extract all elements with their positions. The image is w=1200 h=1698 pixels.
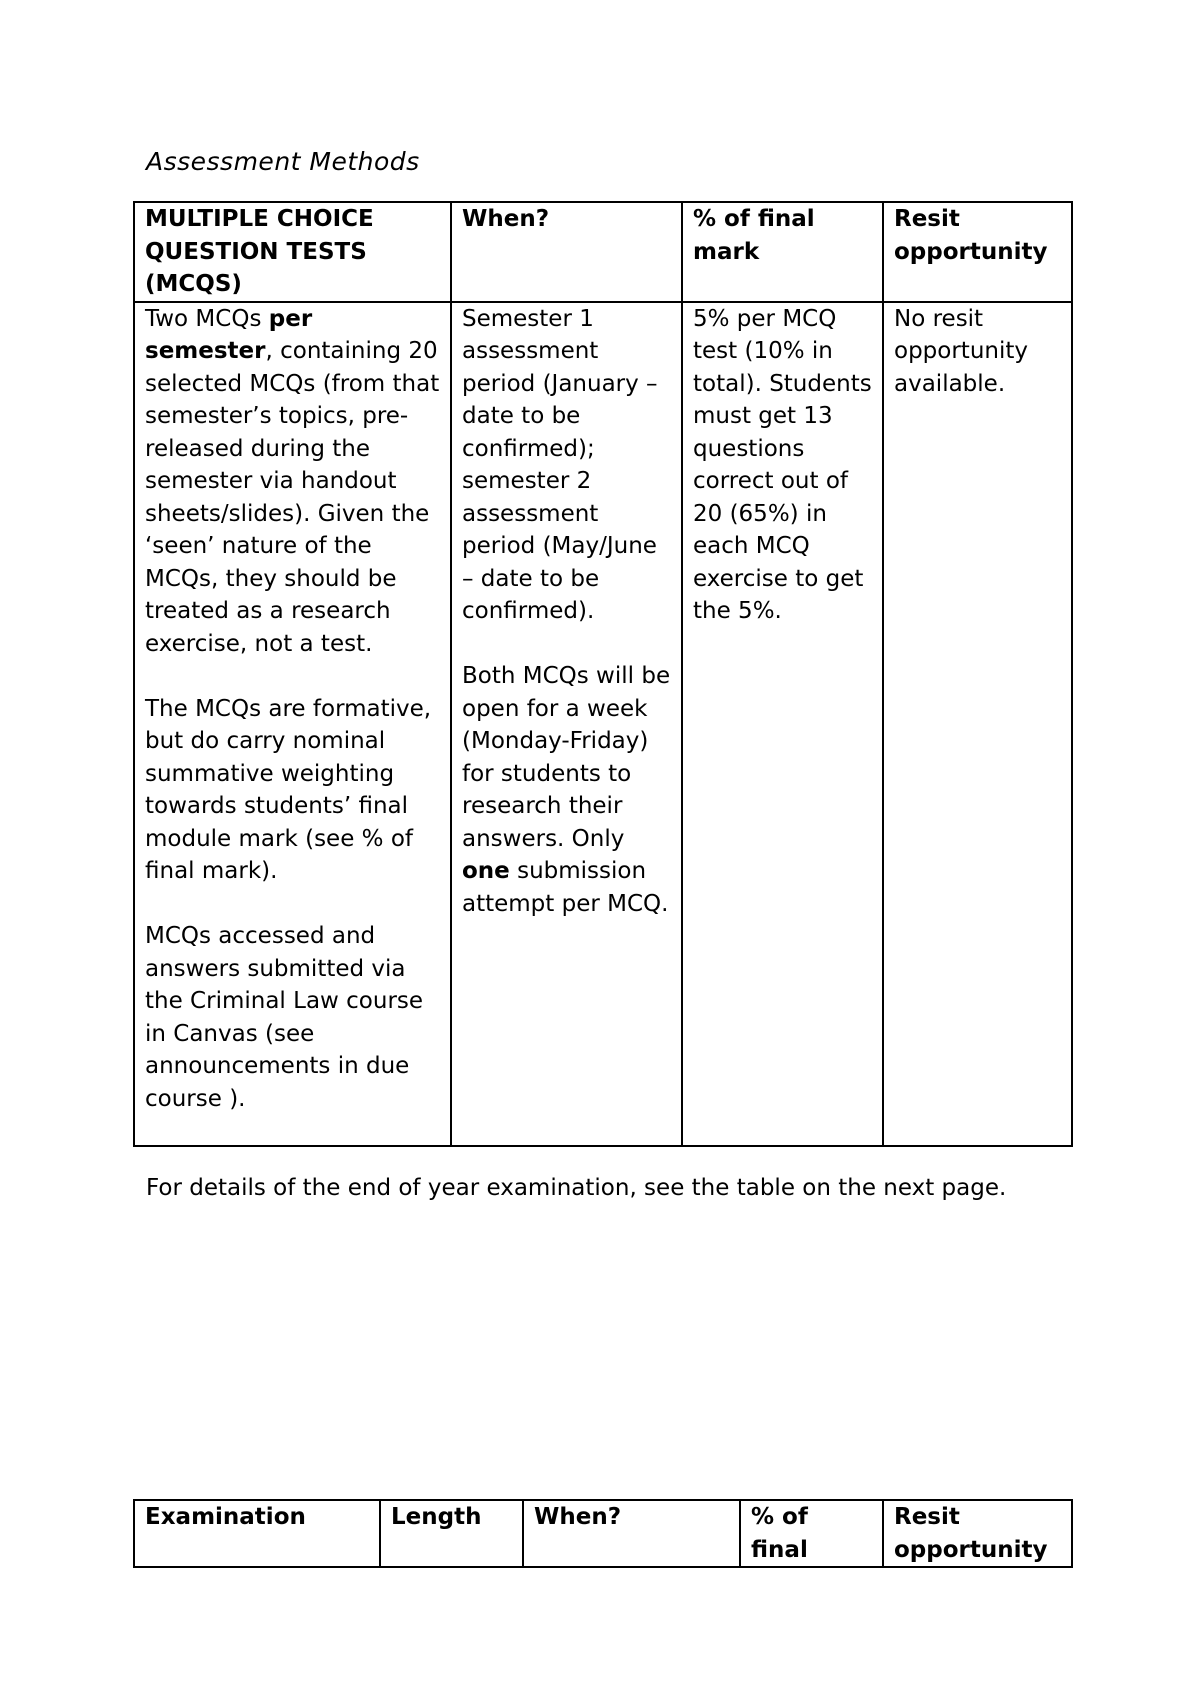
open-week-paragraph: [462, 660, 671, 920]
header-percent-final: % of final: [740, 1500, 883, 1567]
mcq-description-paragraph: [145, 303, 440, 661]
assessment-period-paragraph: Semester 1 assessment period (January – date to be confirmed); semester 2 assessment period (May/June – date to be confirmed).: [462, 305, 658, 624]
cell-mcq-description: [134, 302, 451, 1146]
mcq-assessment-table: [133, 201, 1073, 1147]
header-when: When?: [523, 1500, 740, 1567]
header-mcq-tests: MULTIPLE CHOICE QUESTION TESTS (MCQS): [134, 202, 451, 302]
header-length: Length: [380, 1500, 523, 1567]
cell-percent-final-mark: 5% per MCQ test (10% in total). Students must get 13 questions correct out of 20 (65%) in each MCQ exercise to get the 5%.: [682, 302, 883, 1146]
formative-paragraph: The MCQs are formative, but do carry nominal summative weighting towards students’ final module mark (see % of final mark).: [145, 695, 432, 884]
canvas-access-paragraph: MCQs accessed and answers submitted via the Criminal Law course in Canvas (see announcements in due course ).: [145, 923, 424, 1112]
examination-table: [133, 1499, 1073, 1568]
emphasis-per-semester: per semester: [145, 305, 313, 364]
cell-when: [451, 302, 682, 1146]
text-run: Two MCQs: [145, 305, 269, 332]
text-run: submission attempt per MCQ.: [462, 858, 669, 917]
text-run: , containing 20 selected MCQs (from that semester’s topics, pre-released during the semester via handout sheets/slides). Given the ‘seen’ nature of the MCQs, they should be treated as a research exercise, not a test.: [145, 338, 440, 657]
text-run: Both MCQs will be open for a week (Monday-Friday) for students to research their answers. Only: [462, 663, 671, 852]
header-percent-final-mark: % of final mark: [682, 202, 883, 302]
table-row: [134, 302, 1072, 1146]
header-resit-opportunity: Resit opportunity: [883, 1500, 1072, 1567]
header-examination: Examination: [134, 1500, 380, 1567]
next-page-note: For details of the end of year examination, see the table on the next page.: [146, 1175, 1007, 1201]
cell-resit-opportunity: No resit opportunity available.: [883, 302, 1072, 1146]
page-heading: Assessment Methods: [146, 147, 420, 176]
header-resit-opportunity: Resit opportunity: [883, 202, 1072, 302]
table-header-row: [134, 1500, 1072, 1567]
header-when: When?: [451, 202, 682, 302]
emphasis-one: one: [462, 858, 510, 884]
table-header-row: [134, 202, 1072, 302]
